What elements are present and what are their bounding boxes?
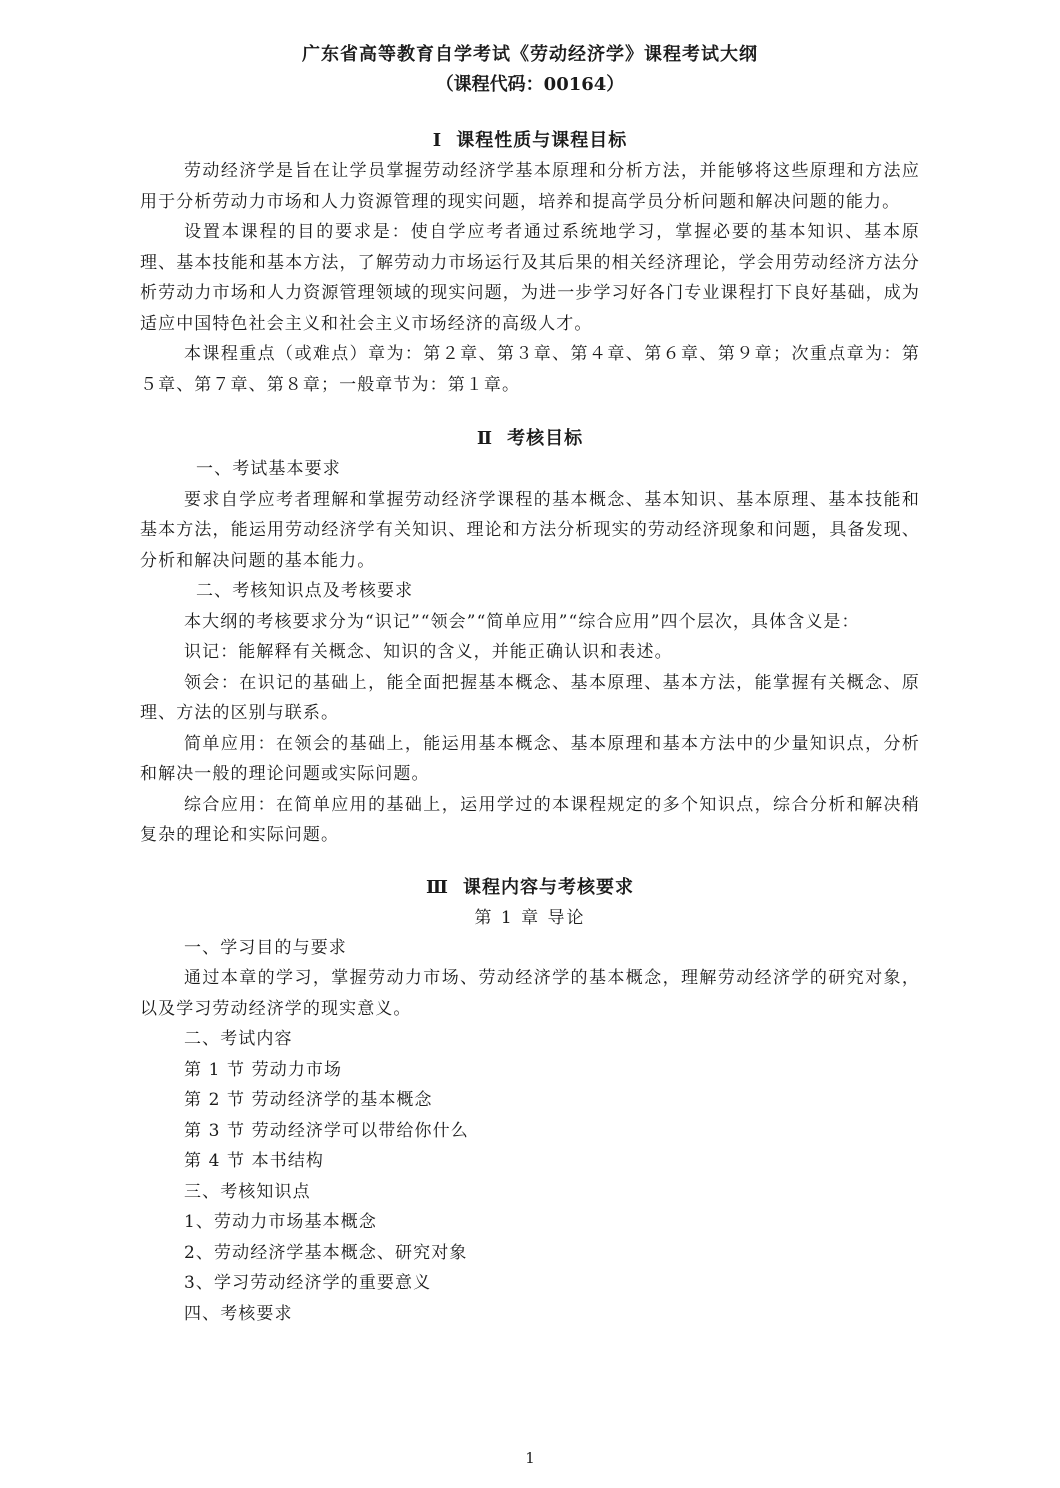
section-3-title: 课程内容与考核要求	[462, 876, 634, 898]
exam-content-item: 第 2 节 劳动经济学的基本概念	[184, 1090, 433, 1110]
section-2-paragraph: 识记：能解释有关概念、知识的含义，并能正确认识和表述。	[184, 642, 673, 662]
section-3-heading	[140, 873, 920, 903]
chapter-1-heading: 第 1 章 导论	[474, 907, 586, 928]
section-2-paragraph: 领会：在识记的基础上，能全面把握基本概念、基本原理、基本方法，能掌握有关概念、原理、方法的区别与联系。	[140, 672, 920, 723]
document-page	[140, 40, 920, 1329]
chapter-subheading: 四、考核要求	[184, 1303, 293, 1324]
section-1-number: Ⅰ	[432, 130, 443, 151]
exam-content-item: 第 3 节 劳动经济学可以带给你什么	[184, 1120, 469, 1141]
knowledge-point-item: 3、学习劳动经济学的重要意义	[184, 1273, 432, 1293]
section-2-subheading: 一、考试基本要求	[196, 459, 341, 479]
knowledge-point-item: 1、劳动力市场基本概念	[184, 1212, 377, 1232]
chapter-subheading: 二、考试内容	[184, 1029, 293, 1049]
document-title: 广东省高等教育自学考试《劳动经济学》课程考试大纲	[302, 44, 758, 65]
chapter-paragraph: 通过本章的学习，掌握劳动力市场、劳动经济学的基本概念，理解劳动经济学的研究对象，以及学习劳动经济学的现实意义。	[140, 968, 920, 1019]
section-1-title: 课程性质与课程目标	[456, 130, 628, 151]
exam-content-item: 第 1 节 劳动力市场	[184, 1059, 343, 1080]
course-code: （课程代码：00164）	[435, 74, 625, 95]
section-2-title: 考核目标	[507, 428, 584, 449]
section-1-paragraph: 本课程重点（或难点）章为：第２章、第３章、第４章、第６章、第９章；次重点章为：第５章、第７章、第８章；一般章节为：第１章。	[140, 344, 920, 395]
section-2-heading	[140, 424, 920, 454]
section-1-heading	[140, 126, 920, 156]
section-2-paragraph: 综合应用：在简单应用的基础上，运用学过的本课程规定的多个知识点，综合分析和解决稍复杂的理论和实际问题。	[140, 794, 920, 845]
section-1-paragraph: 劳动经济学是旨在让学员掌握劳动经济学基本原理和分析方法，并能够将这些原理和方法应用于分析劳动力市场和人力资源管理的现实问题，培养和提高学员分析问题和解决问题的能力。	[140, 161, 920, 212]
section-2-subheading: 二、考核知识点及考核要求	[196, 581, 414, 601]
section-2-number: Ⅱ	[476, 428, 494, 449]
page-number: 1	[525, 1449, 535, 1467]
section-2-paragraph: 要求自学应考者理解和掌握劳动经济学课程的基本概念、基本知识、基本原理、基本技能和基本方法，能运用劳动经济学有关知识、理论和方法分析现实的劳动经济现象和问题，具备发现、分析和解决问题的基本能力。	[140, 489, 920, 571]
chapter-subheading: 三、考核知识点	[184, 1181, 311, 1202]
section-3-number: Ⅲ	[426, 876, 449, 898]
section-2-paragraph: 本大纲的考核要求分为“识记”“领会”“简单应用”“综合应用”四个层次，具体含义是：	[184, 611, 860, 632]
knowledge-point-item: 2、劳动经济学基本概念、研究对象	[184, 1242, 468, 1263]
section-2-paragraph: 简单应用：在领会的基础上，能运用基本概念、基本原理和基本方法中的少量知识点，分析和解决一般的理论问题或实际问题。	[140, 733, 920, 784]
chapter-subheading: 一、学习目的与要求	[184, 937, 347, 958]
exam-content-item: 第 4 节 本书结构	[184, 1151, 325, 1171]
section-1-paragraph: 设置本课程的目的要求是：使自学应考者通过系统地学习，掌握必要的基本知识、基本原理、基本技能和基本方法，了解劳动力市场运行及其后果的相关经济理论，学会用劳动经济方法分析劳动力市场和人力资源管理领域的现实问题，为进一步学习好各门专业课程打下良好基础，成为适应中国特色社会主义和社会主义市场经济的高级人才。	[140, 222, 920, 334]
